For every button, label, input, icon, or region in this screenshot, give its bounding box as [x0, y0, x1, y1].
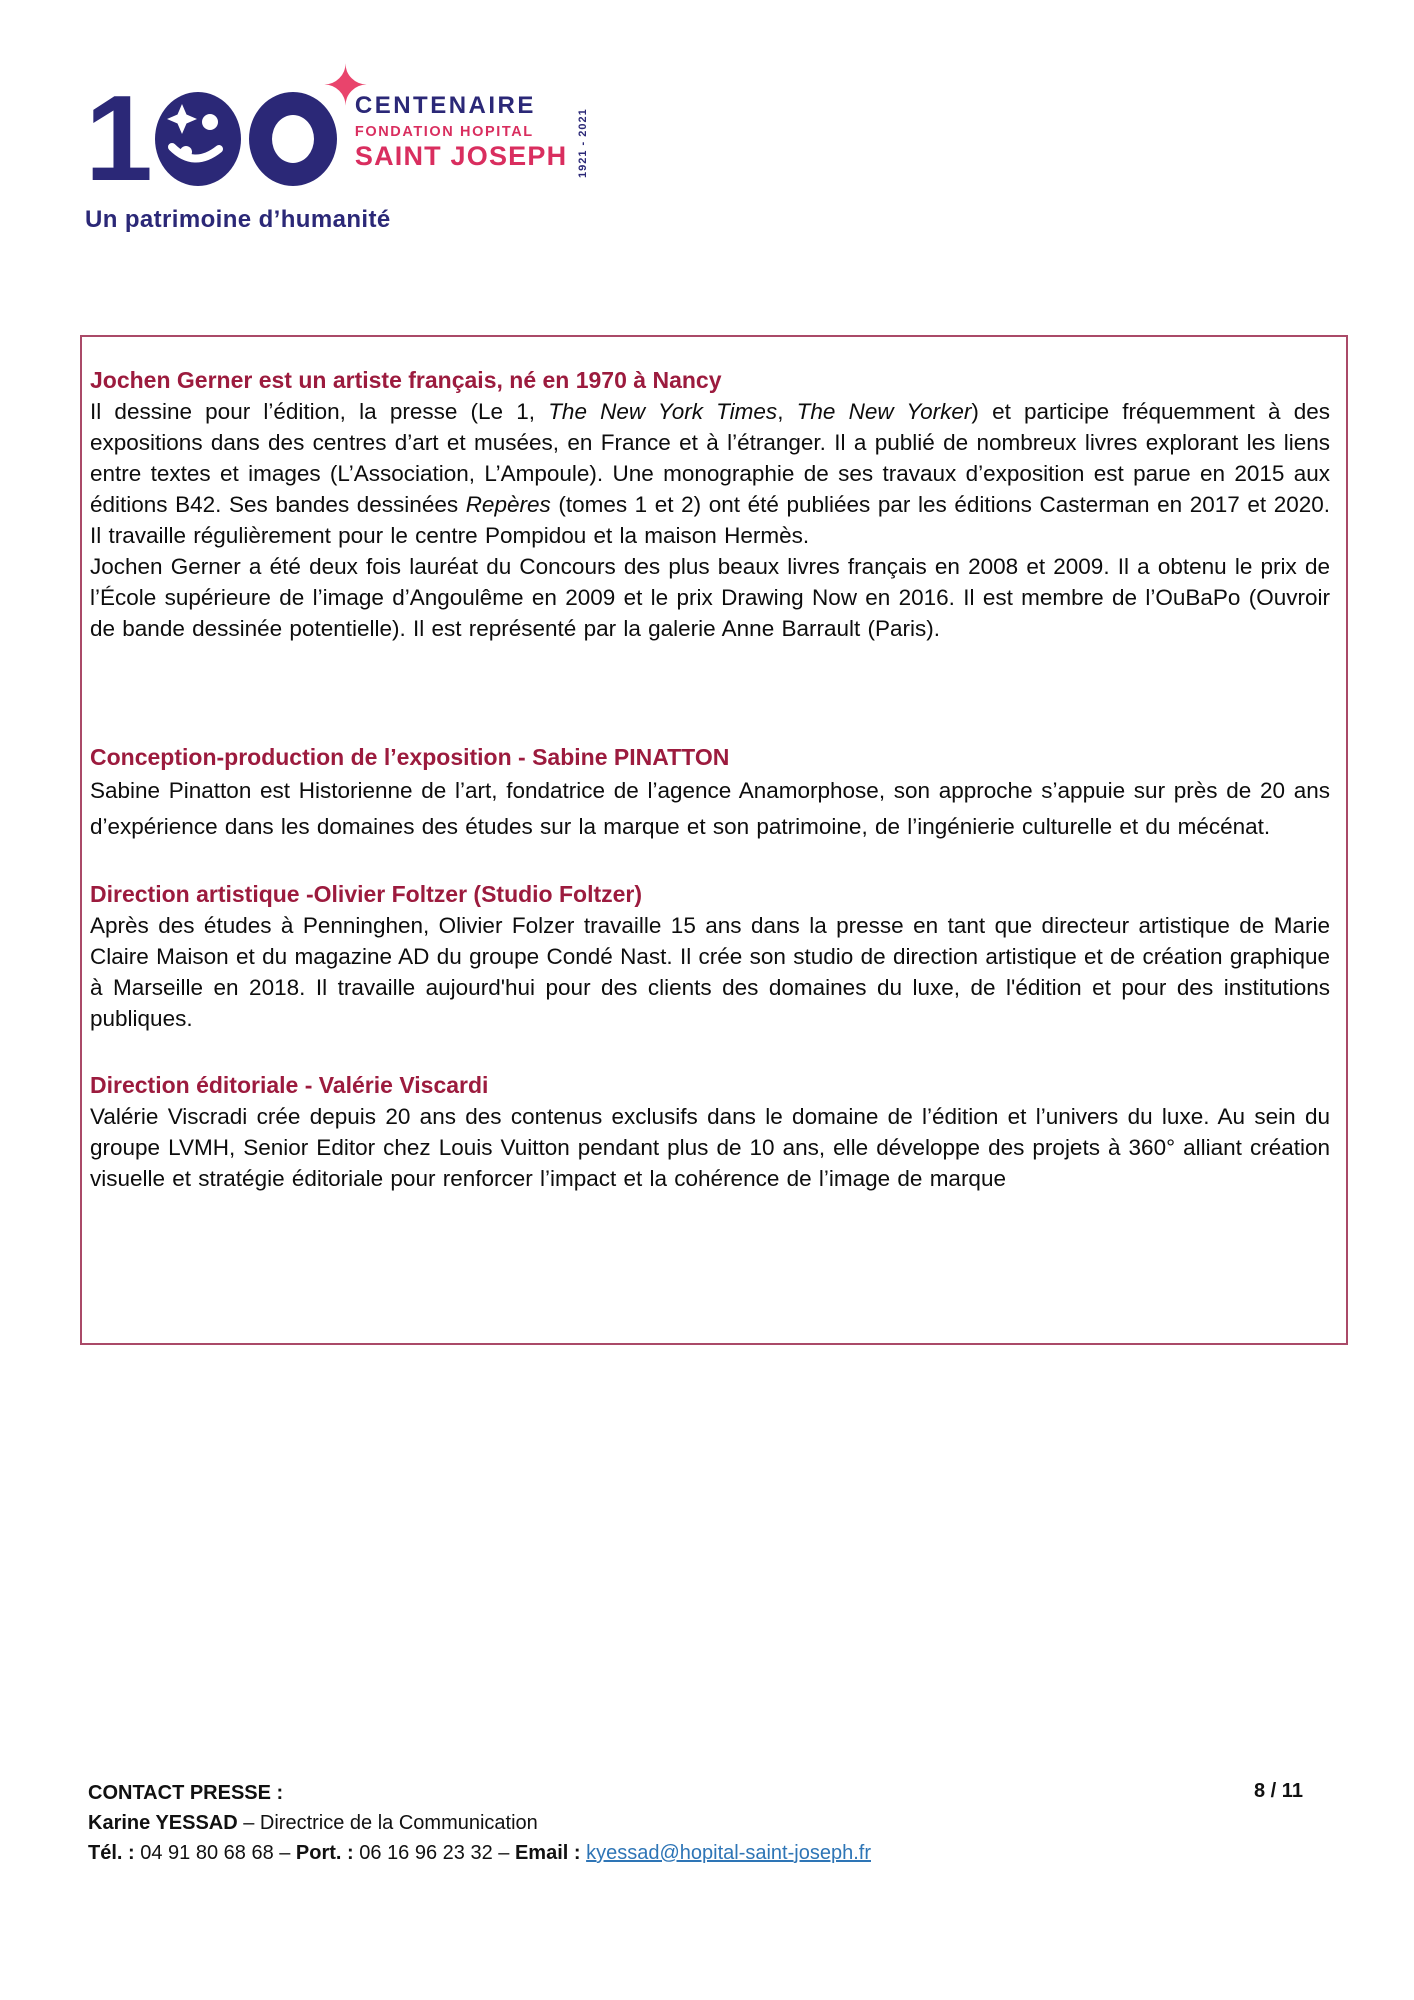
text-run: The New York Times — [548, 399, 778, 424]
text-run: Après des études à Penninghen, Olivier Folzer travaille 15 ans dans la presse en tant que directeur artistique de Marie Claire Maison et du magazine AD du groupe Condé Nast. Il crée son studio de direction artistique et de création graphique à Marseille en 2018. Il travaille aujourd'hui pour des clients des domaines du luxe, de l'édition et pour des institutions publiques. — [90, 913, 1330, 1031]
text-run: Jochen Gerner a été deux fois lauréat du Concours des plus beaux livres français en 2008 et 2009. Il a obtenu le prix de l’École supérieure de l’image d’Angoulême en 2009 et le prix Drawing Now en 2016. Il est membre de l’OuBaPo (Ouvroir de bande dessinée potentielle). Il est représenté par la galerie Anne Barrault (Paris). — [90, 554, 1330, 641]
text-run: Port. : — [295, 1842, 354, 1864]
text-run: Repères — [465, 492, 551, 517]
text-run: (tomes 1 et 2) ont été publiées par les éditions Casterman en 2017 et 2020. Il travaille régulièrement pour le centre Pompidou et la maison Hermès. — [90, 492, 1330, 548]
section-heading: Direction éditoriale - Valérie Viscardi — [90, 1072, 489, 1098]
paragraph — [90, 910, 1330, 1034]
logo-digit-1: 1 — [85, 70, 149, 206]
contact-phone-email-line — [88, 1838, 871, 1868]
logo-100-mark — [85, 54, 369, 206]
section-direction-editoriale — [90, 1070, 1330, 1194]
section-heading: Direction artistique -Olivier Foltzer (Studio Foltzer) — [90, 881, 643, 907]
text-run: Tél. : — [88, 1842, 135, 1864]
logo-years-text: 1921 - 2021 — [577, 108, 590, 178]
text-run: Valérie Viscradi crée depuis 20 ans des contenus exclusifs dans le domaine de l’édition et l’univers du luxe. Au sein du groupe LVMH, Senior Editor chez Louis Vuitton pendant plus de 10 ans, elle développe des projets à 360° alliant création visuelle et stratégie éditoriale pour renforcer l’impact et la cohérence de l’image de marque — [90, 1104, 1330, 1191]
text-run: Email : — [514, 1842, 581, 1864]
section-conception-production — [90, 742, 1330, 845]
logo-row — [85, 54, 590, 206]
sparkle-plus-icon: ✦ — [321, 54, 369, 117]
text-run: Karine YESSAD — [88, 1812, 238, 1834]
logo-zero-figures-icon — [155, 92, 241, 186]
contact-presse-label: CONTACT PRESSE : — [88, 1782, 284, 1804]
press-contact-footer — [88, 1778, 871, 1868]
text-run: , — [777, 399, 797, 424]
text-run: ) et participe fréquemment à des expositions dans des centres d’art et musées, en France et à l’étranger. Il a publié de nombreux livres explorant les liens entre textes et images (L’Association, L’Ampoule). Une monographie de ses travaux d’exposition est parue en 2015 aux éditions B42. Ses bandes dessinées — [90, 399, 1330, 517]
logo-centenaire-text: CENTENAIRE — [354, 92, 536, 119]
text-run: The New Yorker — [796, 399, 972, 424]
section-jochen-gerner — [90, 365, 1330, 644]
paragraph — [90, 396, 1330, 551]
paragraph — [90, 773, 1330, 845]
text-run: – Directrice de la Communication — [237, 1812, 538, 1834]
page-number: 8 / 11 — [1254, 1780, 1303, 1802]
section-direction-artistique — [90, 879, 1330, 1034]
logo-wordmark — [355, 82, 567, 172]
text-run: 04 91 80 68 68 – — [134, 1842, 296, 1864]
paragraph — [90, 1101, 1330, 1194]
paragraph — [90, 551, 1330, 644]
press-bio-box — [80, 335, 1348, 1345]
section-heading: Conception-production de l’exposition - Sabine PINATTON — [90, 744, 730, 770]
text-run: Il dessine pour l’édition, la presse (Le 1, — [90, 399, 549, 424]
logo — [85, 54, 590, 234]
contact-name-line — [88, 1808, 871, 1838]
text-run: Sabine Pinatton est Historienne de l’art, fondatrice de l’agence Anamorphose, son approche s’appuie sur près de 20 ans d’expérience dans les domaines des études sur la marque et son patrimoine, de l’ingénierie culturelle et du mécénat. — [90, 778, 1330, 839]
email-link[interactable]: kyessad@hopital-saint-joseph.fr — [586, 1842, 871, 1864]
logo-tagline: Un patrimoine d’humanité — [85, 206, 391, 233]
logo-saint-joseph-text: SAINT JOSEPH — [354, 141, 568, 171]
logo-fondation-text: FONDATION HOPITAL — [354, 124, 534, 140]
text-run: 06 16 96 23 32 – — [353, 1842, 515, 1864]
section-heading: Jochen Gerner est un artiste français, né en 1970 à Nancy — [90, 367, 722, 393]
